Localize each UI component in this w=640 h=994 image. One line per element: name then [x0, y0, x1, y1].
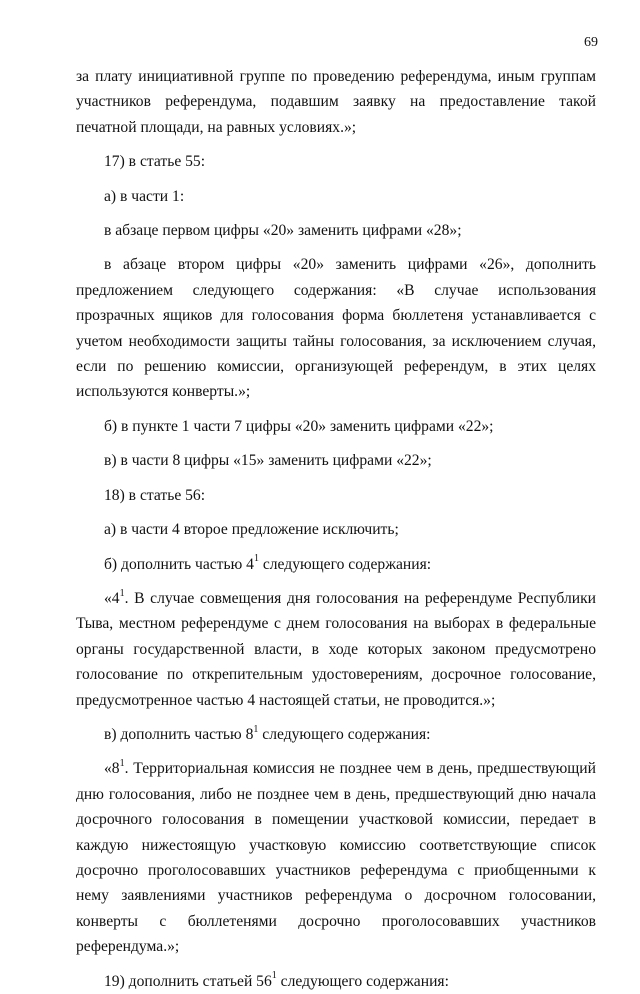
- paragraph-first-abzac: в абзаце первом цифры «20» заменить цифрами «28»;: [104, 222, 462, 240]
- paragraph-continuation: за плату инициативной группе по проведению референдума, иным группам участников референдума, подавшим заявку на предоставление такой печатной площади, на равных условиях.»;: [76, 68, 596, 136]
- text-segment: . В случае совмещения дня голосования на референдуме Республики Тыва, местном референдуме с днем голосования на выборах в федеральные органы государственной власти, в ходе которых законом предусмотрено голосование по открепительным удостоверениям, досрочное голосование, предусмотренное частью 4 настоящей статьи, не проводится.»;: [76, 589, 596, 709]
- paragraph-item-18: 18) в статье 56:: [104, 486, 206, 504]
- text-segment: «8: [104, 760, 120, 778]
- superscript: 1: [253, 723, 259, 735]
- paragraph-subitem-b: б) в пункте 1 части 7 цифры «20» заменить цифрами «22»;: [104, 417, 494, 435]
- paragraph-part-4-1: [76, 586, 596, 713]
- text-segment: б) дополнить частью 4: [104, 555, 254, 573]
- text-segment: следующего содержания:: [258, 555, 432, 573]
- page-number: 69: [584, 35, 598, 50]
- paragraph-18-v: [76, 722, 596, 747]
- paragraph-18-b: [76, 552, 596, 577]
- superscript: 1: [253, 553, 259, 565]
- paragraph-item-17: 17) в статье 55:: [104, 153, 206, 171]
- superscript: 1: [119, 758, 125, 770]
- superscript: 1: [119, 587, 125, 599]
- paragraph-subitem-v: в) в части 8 цифры «15» заменить цифрами «22»;: [104, 452, 432, 470]
- paragraph-18-a: а) в части 4 второе предложение исключить;: [104, 521, 399, 539]
- paragraph-subitem-a: а) в части 1:: [104, 187, 185, 205]
- text-segment: «4: [104, 589, 120, 607]
- text-segment: 19) дополнить статьей 56: [104, 972, 272, 990]
- text-segment: в) дополнить частью 8: [104, 725, 254, 743]
- paragraph-item-19: [76, 969, 596, 994]
- text-segment: следующего содержания:: [276, 972, 449, 990]
- paragraph-part-8-1: [76, 756, 596, 959]
- text-segment: следующего содержания:: [258, 725, 431, 743]
- text-segment: . Территориальная комиссия не позднее чем в день, предшествующий дню голосования, либо не позднее чем в день, предшествующий дню начала досрочного голосования в помещении участковой комиссии, передает в каждую нижестоящую участковую комиссию соответствующие список досрочно проголосовавших участников референдума с приобщенными к нему заявлениями участников референдума о досрочном голосовании, конверты с бюллетенями досрочно проголосовавших участников референдума.»;: [76, 760, 596, 956]
- paragraph-second-abzac: в абзаце втором цифры «20» заменить цифрами «26», дополнить предложением следующего содержания: «В случае использования прозрачных ящиков для голосования форма бюллетеня устанавливается с учетом необходимости защиты тайны голосования, за исключением случая, если по решению комиссии, организующей референдум, в этих целях используются конверты.»;: [76, 256, 596, 401]
- document-body: [76, 64, 596, 994]
- superscript: 1: [271, 970, 277, 982]
